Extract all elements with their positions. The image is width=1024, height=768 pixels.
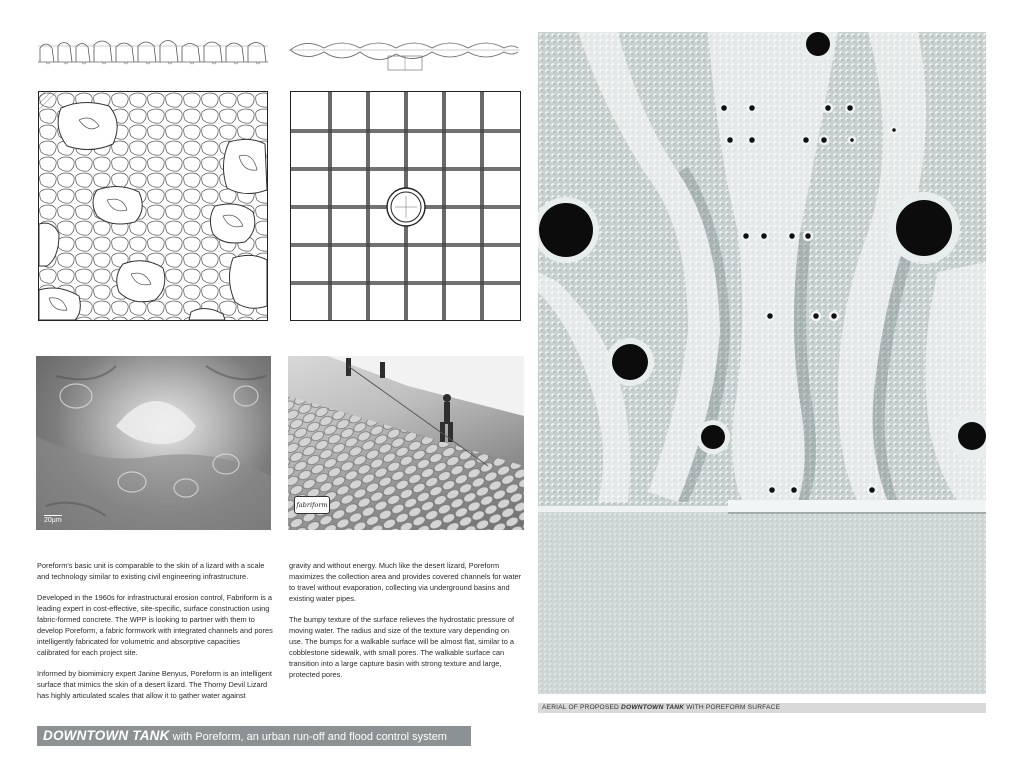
project-title-bar: [37, 726, 471, 746]
caption-prefix: AERIAL OF PROPOSED: [542, 704, 622, 711]
body-text-column-2: [289, 560, 523, 680]
fabriform-logo-text: fabriform: [296, 501, 328, 509]
project-title-emphasis: DOWNTOWN TANK: [43, 728, 170, 743]
scale-bar-label: 20µm: [44, 517, 62, 524]
paragraph: The bumpy texture of the surface relieves the hydrostatic pressure of moving water. The radius and size of the texture vary depending on use. The bumps for a walkable surface will be almost flat, similar to a cobblestone sidewalk, with small pores. The walkable surface can transition into a large capture basin with strong texture and large, protected pores.: [289, 615, 515, 679]
lizard-section-drawing: [38, 34, 268, 68]
fabriform-construction-photo: [288, 356, 524, 530]
scale-pattern-plan: [38, 91, 268, 321]
poreform-section-drawing: [288, 34, 520, 74]
caption-suffix: WITH POREFORM SURFACE: [684, 704, 781, 711]
aerial-caption: [538, 703, 986, 713]
paragraph: Poreform's basic unit is comparable to the skin of a lizard with a scale and technology similar to existing civil engineering infrastructure.: [37, 561, 265, 581]
project-title-rest: with Poreform, an urban run-off and flood control system: [169, 731, 447, 743]
paragraph: Informed by biomimicry expert Janine Benyus, Poreform is an intelligent surface that mimics the skin of a desert lizard. The Thorny Devil Lizard has highly articulated scales that allow it to gather water against: [37, 669, 272, 700]
lizard-skin-micrograph: [36, 356, 271, 530]
paragraph: Developed in the 1960s for infrastructural erosion control, Fabriform is a leading expert in cost-effective, site-specific, surface construction using fabric-formed concrete. The WPP is looking to partner with them to develop Poreform, a fabric formwork with integrated channels and pores intelligently fabricated for volumetric and absorptive capacities calibrated for each project site.: [37, 593, 273, 657]
fabriform-logo: [294, 496, 330, 514]
paragraph: gravity and without energy. Much like the desert lizard, Poreform maximizes the collection area and provides covered channels for water to travel without evaporation, collecting via underground basins and existing water pipes.: [289, 561, 522, 603]
caption-emphasis: DOWNTOWN TANK: [621, 704, 685, 711]
grid-plan-drawing: [290, 91, 521, 321]
body-text-column-1: [37, 560, 273, 701]
aerial-render: [538, 32, 986, 694]
